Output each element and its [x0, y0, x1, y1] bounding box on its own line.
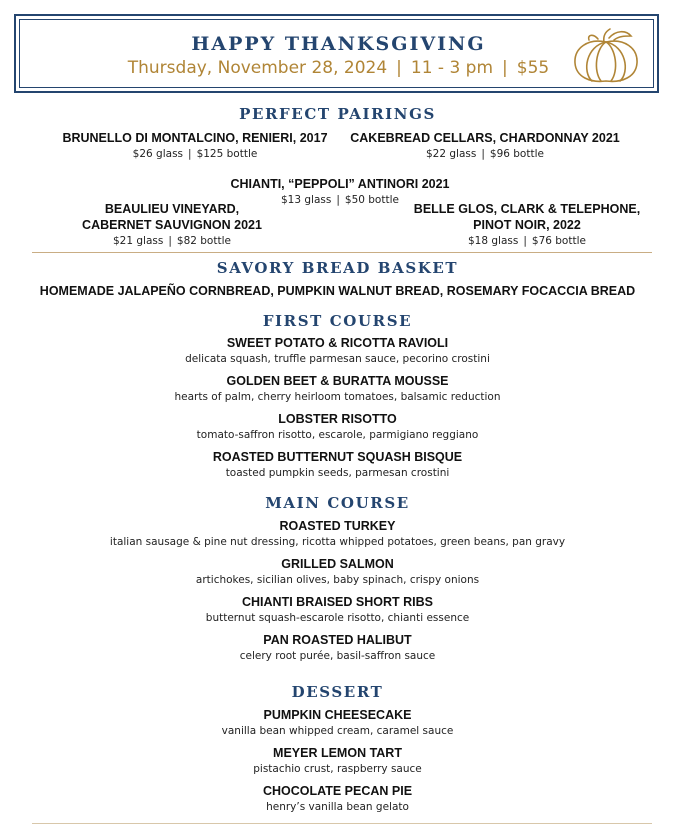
wine-price: $26 glass | $125 bottle: [132, 148, 258, 160]
section-heading-bread: SAVORY BREAD BASKET: [216, 259, 459, 277]
wine-name: BEAULIEU VINEYARD,: [104, 202, 240, 216]
dish-name: GRILLED SALMON: [281, 557, 394, 571]
wine-price: $22 glass | $96 bottle: [426, 148, 544, 160]
dish-name: SWEET POTATO & RICOTTA RAVIOLI: [226, 336, 449, 350]
section-heading-first-course: FIRST COURSE: [262, 312, 413, 330]
menu-item: [0, 594, 675, 626]
wine-price: $21 glass | $82 bottle: [113, 235, 231, 247]
dish-description: hearts of palm, cherry heirloom tomatoes, balsamic reduction: [174, 391, 501, 403]
menu-item: [0, 556, 675, 588]
dish-description: vanilla bean whipped cream, caramel sauce: [221, 725, 454, 737]
wine-item: [330, 130, 640, 162]
section-heading-dessert: DESSERT: [291, 683, 384, 701]
menu-item: [0, 518, 675, 550]
wine-item: [52, 201, 292, 249]
wine-name: CABERNET SAUVIGNON 2021: [82, 218, 262, 232]
dish-name: CHIANTI BRAISED SHORT RIBS: [242, 595, 433, 609]
bread-items: HOMEMADE JALAPEÑO CORNBREAD, PUMPKIN WALNUT BREAD, ROSEMARY FOCACCIA BREAD: [39, 284, 636, 298]
event-date: Thursday, November 28, 2024: [127, 58, 388, 78]
menu-title: HAPPY THANKSGIVING: [191, 33, 486, 55]
dish-description: butternut squash-escarole risotto, chianti essence: [205, 612, 470, 624]
separator: |: [502, 58, 508, 78]
menu-item: [0, 373, 675, 405]
section-heading-main-course: MAIN COURSE: [265, 494, 410, 512]
event-details: [16, 58, 661, 78]
wine-name: CHIANTI, “PEPPOLI” ANTINORI 2021: [230, 177, 450, 191]
dish-description: pistachio crust, raspberry sauce: [253, 763, 422, 775]
wine-name: BELLE GLOS, CLARK & TELEPHONE,: [413, 202, 641, 216]
menu-item: [0, 707, 675, 739]
dish-name: ROASTED BUTTERNUT SQUASH BISQUE: [212, 450, 463, 464]
wine-name: CAKEBREAD CELLARS, CHARDONNAY 2021: [350, 131, 620, 145]
dish-name: GOLDEN BEET & BURATTA MOUSSE: [226, 374, 449, 388]
wine-name: PINOT NOIR, 2022: [473, 218, 581, 232]
dish-name: MEYER LEMON TART: [273, 746, 402, 760]
wine-item: [402, 201, 652, 249]
divider: [32, 823, 652, 824]
menu-item: [0, 632, 675, 664]
wine-price: $18 glass | $76 bottle: [468, 235, 586, 247]
menu-item: [0, 783, 675, 815]
separator: |: [396, 58, 402, 78]
section-heading-pairings: PERFECT PAIRINGS: [239, 105, 436, 123]
dish-description: toasted pumpkin seeds, parmesan crostini: [225, 467, 450, 479]
dish-description: artichokes, sicilian olives, baby spinach, crispy onions: [195, 574, 480, 586]
header-banner: [14, 14, 659, 93]
event-price: $55: [516, 58, 550, 78]
dish-description: italian sausage & pine nut dressing, ricotta whipped potatoes, green beans, pan gravy: [109, 536, 566, 548]
menu-item: [0, 335, 675, 367]
dish-name: CHOCOLATE PECAN PIE: [262, 784, 413, 798]
event-time: 11 - 3 pm: [410, 58, 494, 78]
dish-description: delicata squash, truffle parmesan sauce, pecorino crostini: [185, 353, 490, 365]
pumpkin-icon: [568, 26, 644, 86]
menu-item: [0, 411, 675, 443]
wine-item: [40, 130, 350, 162]
menu-item: [0, 449, 675, 481]
menu-item: [0, 745, 675, 777]
dish-description: henry’s vanilla bean gelato: [266, 801, 409, 813]
divider: [32, 252, 652, 253]
dish-name: PAN ROASTED HALIBUT: [263, 633, 412, 647]
wine-name: BRUNELLO DI MONTALCINO, RENIERI, 2017: [62, 131, 328, 145]
dish-name: LOBSTER RISOTTO: [278, 412, 397, 426]
wine-price: $13 glass | $50 bottle: [281, 194, 399, 206]
dish-description: tomato-saffron risotto, escarole, parmigiano reggiano: [196, 429, 479, 441]
dish-name: ROASTED TURKEY: [279, 519, 396, 533]
dish-name: PUMPKIN CHEESECAKE: [263, 708, 412, 722]
dish-description: celery root purée, basil-saffron sauce: [239, 650, 436, 662]
